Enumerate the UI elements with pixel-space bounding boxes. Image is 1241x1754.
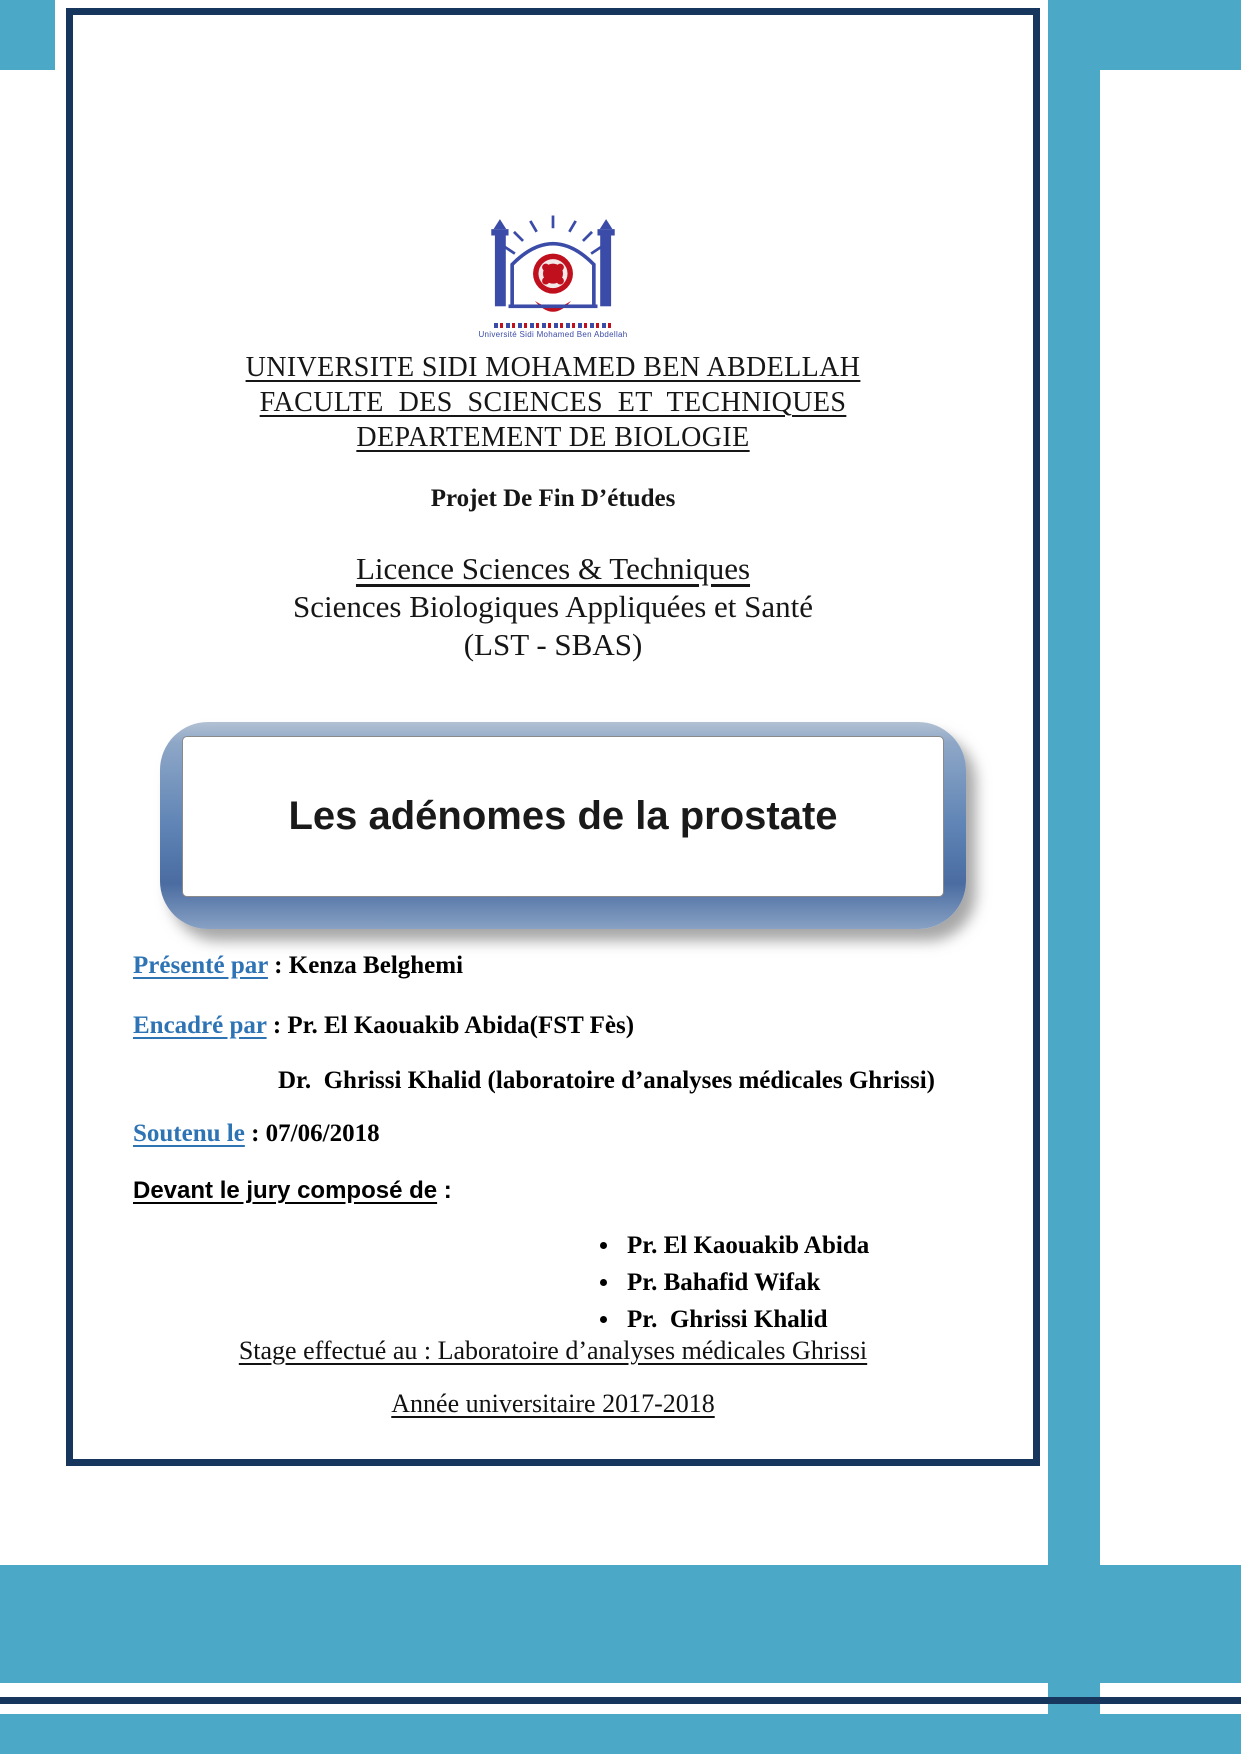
degree-name: Licence Sciences & Techniques bbox=[355, 551, 751, 586]
logo-caption: Université Sidi Mohamed Ben Abdellah bbox=[478, 330, 628, 339]
thesis-title: Les adénomes de la prostate bbox=[288, 794, 838, 838]
frame-band-bottom-lower bbox=[0, 1714, 1241, 1754]
defended-on-value: 07/06/2018 bbox=[265, 1120, 380, 1147]
jury-heading-line bbox=[133, 1177, 452, 1205]
frame-line-bottom bbox=[0, 1697, 1241, 1704]
academic-year-text: Année universitaire 2017-2018 bbox=[391, 1389, 715, 1418]
jury-list bbox=[591, 1227, 869, 1338]
degree-abbreviation: (LST - SBAS) bbox=[463, 627, 643, 662]
faculty-name: FACULTE DES SCIENCES ET TECHNIQUES bbox=[259, 387, 847, 418]
university-name: UNIVERSITE SIDI MOHAMED BEN ABDELLAH bbox=[245, 352, 861, 383]
university-logo-icon bbox=[468, 201, 638, 319]
separator: : bbox=[267, 952, 289, 979]
department-name: DEPARTEMENT DE BIOLOGIE bbox=[356, 422, 750, 453]
university-logo bbox=[73, 201, 1033, 339]
specialty-name: Sciences Biologiques Appliquées et Santé bbox=[292, 589, 814, 624]
presented-by-line bbox=[133, 952, 463, 980]
supervisor-secondary: Dr. Ghrissi Khalid (laboratoire d’analyses médicales Ghrissi) bbox=[278, 1067, 935, 1094]
title-box bbox=[160, 722, 966, 929]
title-box-inner bbox=[182, 736, 944, 897]
supervised-by-line bbox=[133, 1012, 634, 1040]
jury-heading-label: Devant le jury composé de bbox=[133, 1177, 438, 1204]
presented-by-label: Présenté par bbox=[133, 952, 268, 979]
jury-member: • Pr. Ghrissi Khalid bbox=[621, 1301, 869, 1338]
defended-on-line bbox=[133, 1120, 380, 1148]
institution-header bbox=[73, 350, 1033, 455]
internship-text: Stage effectué au : Laboratoire d’analyses médicales Ghrissi bbox=[238, 1336, 868, 1365]
jury-member: • Pr. Bahafid Wifak bbox=[621, 1264, 869, 1301]
supervised-by-label: Encadré par bbox=[133, 1012, 267, 1039]
frame-band-bottom-upper bbox=[0, 1565, 1241, 1683]
jury-member: • Pr. El Kaouakib Abida bbox=[621, 1227, 869, 1264]
logo-arabic-text bbox=[494, 323, 612, 328]
defended-on-label: Soutenu le bbox=[133, 1120, 245, 1147]
separator: : bbox=[244, 1120, 266, 1147]
project-type: Projet De Fin D’études bbox=[430, 485, 676, 512]
separator: : bbox=[266, 1012, 288, 1039]
degree-block bbox=[73, 550, 1033, 664]
supervisor-secondary-line bbox=[278, 1067, 935, 1095]
jury-heading-colon: : bbox=[437, 1177, 452, 1204]
frame-corner-top-right bbox=[1100, 0, 1241, 70]
academic-year-line bbox=[73, 1389, 1033, 1419]
internship-line bbox=[73, 1336, 1033, 1366]
frame-column-right bbox=[1048, 0, 1100, 1754]
frame-corner-top-left bbox=[0, 0, 55, 70]
page-border bbox=[66, 8, 1040, 1466]
supervisor-primary: Pr. El Kaouakib Abida(FST Fès) bbox=[287, 1012, 635, 1039]
presented-by-value: Kenza Belghemi bbox=[288, 952, 464, 979]
